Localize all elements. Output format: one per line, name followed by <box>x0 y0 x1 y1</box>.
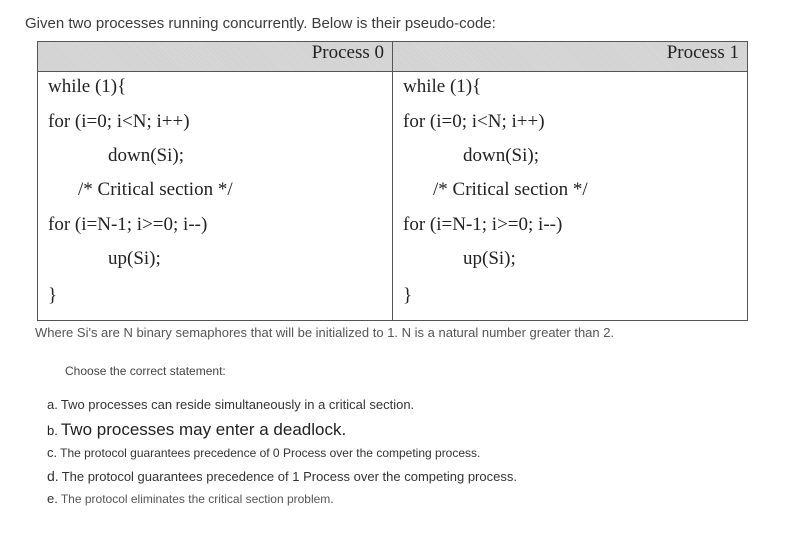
process-0-header <box>38 42 393 72</box>
option-letter: b. <box>47 423 58 438</box>
process-1-header-label: Process 1 <box>666 42 739 63</box>
code-line: } <box>403 285 413 306</box>
semaphore-note: Where Si's are N binary semaphores that will be initialized to 1. N is a natural number greater than 2. <box>35 325 615 340</box>
code-line: for (i=N-1; i>=0; i--) <box>403 214 563 235</box>
code-line: /* Critical section */ <box>433 179 588 200</box>
code-line: for (i=N-1; i>=0; i--) <box>48 214 208 235</box>
option-c[interactable] <box>47 445 480 460</box>
code-line: for (i=0; i<N; i++) <box>403 111 545 132</box>
pseudo-code-table <box>37 41 748 321</box>
code-line: up(Si); <box>108 248 161 269</box>
option-a[interactable] <box>47 397 414 412</box>
option-text: Two processes may enter a deadlock. <box>60 420 347 439</box>
question-intro: Given two processes running concurrently. Below is their pseudo-code: <box>25 15 496 32</box>
code-line: down(Si); <box>108 145 184 166</box>
question-prompt: Choose the correct statement: <box>65 364 226 378</box>
process-1-code-cell <box>393 72 748 321</box>
code-line: while (1){ <box>403 76 482 97</box>
code-line: down(Si); <box>463 145 539 166</box>
code-line: up(Si); <box>463 248 516 269</box>
option-letter: e. <box>47 491 58 506</box>
code-line: } <box>48 285 58 306</box>
process-0-header-label: Process 0 <box>311 42 384 63</box>
option-text: The protocol guarantees precedence of 1 Process over the competing process. <box>61 469 517 484</box>
option-letter: d. <box>47 468 59 484</box>
option-text: Two processes can reside simultaneously in a critical section. <box>60 397 415 412</box>
option-letter: c. <box>47 445 58 460</box>
code-line: /* Critical section */ <box>78 179 233 200</box>
option-b[interactable] <box>47 420 346 440</box>
process-0-code-cell <box>38 72 393 321</box>
process-1-header <box>393 42 748 72</box>
option-letter: a. <box>47 397 58 412</box>
option-text: The protocol guarantees precedence of 0 Process over the competing process. <box>60 446 481 460</box>
option-text: The protocol eliminates the critical section problem. <box>60 492 334 506</box>
code-line: while (1){ <box>48 76 127 97</box>
code-line: for (i=0; i<N; i++) <box>48 111 190 132</box>
option-d[interactable] <box>47 468 517 484</box>
option-e[interactable] <box>47 491 334 506</box>
